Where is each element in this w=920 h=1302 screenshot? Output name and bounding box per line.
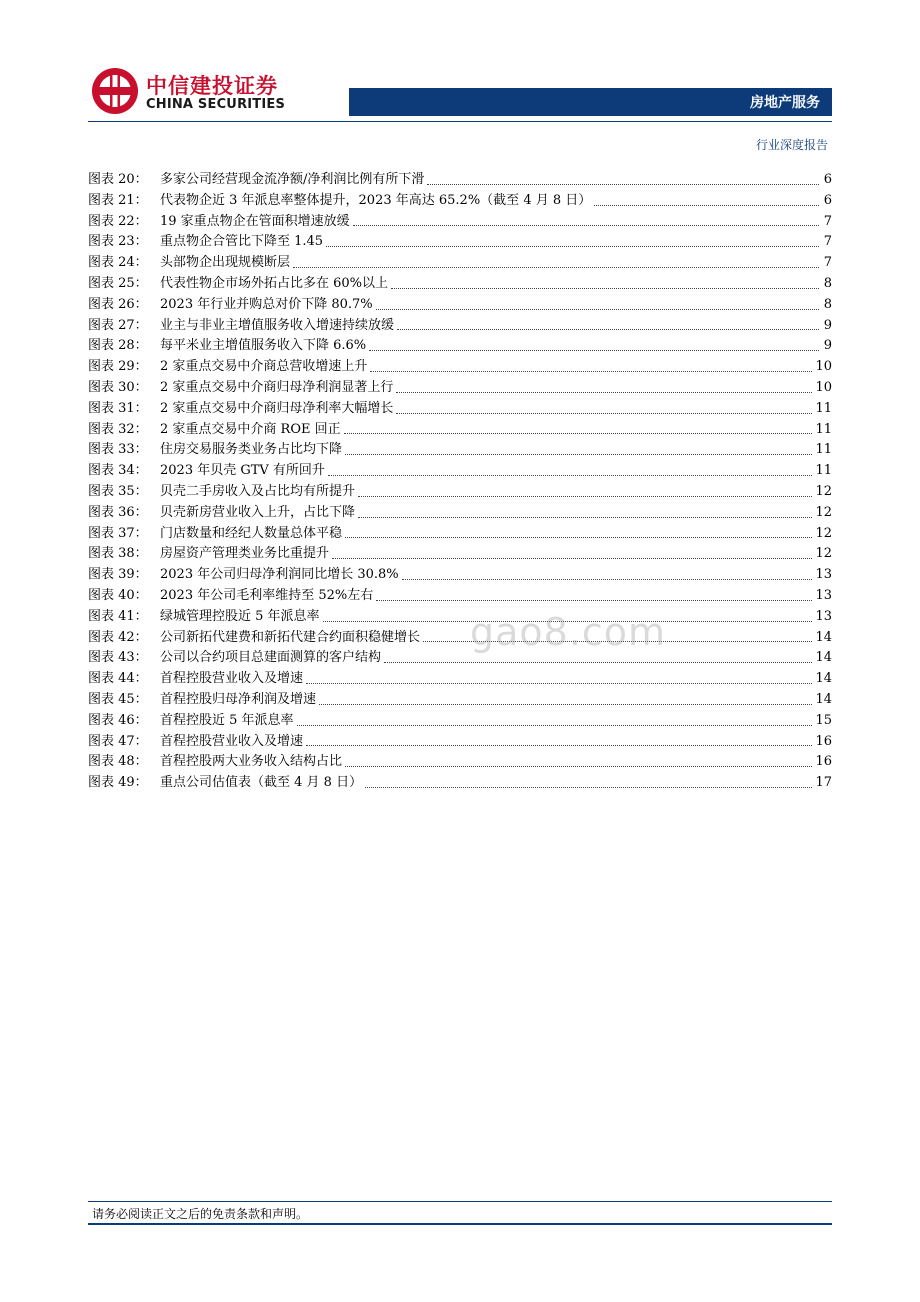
toc-entry[interactable] [88, 420, 832, 441]
toc-entry[interactable] [88, 503, 832, 524]
toc-entry-number: 图表 30： [88, 379, 148, 395]
toc-entry-number: 图表 27： [88, 317, 148, 333]
toc-entry[interactable] [88, 461, 832, 482]
toc-entry[interactable] [88, 607, 832, 628]
toc-entry-number: 图表 42： [88, 629, 148, 645]
toc-leader-dots [319, 704, 812, 705]
toc-entry[interactable] [88, 732, 832, 753]
toc-entry[interactable] [88, 711, 832, 732]
toc-entry-page: 12 [815, 504, 832, 520]
toc-entry-number: 图表 39： [88, 567, 148, 583]
toc-leader-dots [358, 496, 812, 497]
toc-leader-dots [353, 225, 819, 226]
toc-entry-title: 代表性物企市场外拓占比多在 60%以上 [160, 275, 389, 291]
toc-leader-dots [594, 205, 819, 206]
header-divider [88, 121, 832, 122]
toc-entry-title: 19 家重点物企在管面积增速放缓 [160, 213, 350, 229]
toc-leader-dots [328, 475, 813, 476]
toc-entry-page: 14 [815, 671, 832, 687]
toc-entry-number: 图表 32： [88, 421, 148, 437]
footer-disclaimer: 请务必阅读正文之后的免责条款和声明。 [92, 1207, 309, 1221]
toc-entry-title: 首程控股营业收入及增速 [160, 733, 304, 749]
toc-entry-title: 2 家重点交易中介商 ROE 回正 [160, 421, 341, 437]
toc-entry[interactable] [88, 253, 832, 274]
toc-entry[interactable] [88, 648, 832, 669]
toc-entry-title: 首程控股两大业务收入结构占比 [160, 754, 343, 770]
toc-entry[interactable] [88, 586, 832, 607]
toc-leader-dots [345, 454, 812, 455]
toc-entry-number: 图表 26： [88, 296, 148, 312]
toc-entry[interactable] [88, 316, 832, 337]
toc-entry-title: 2023 年公司归母净利润同比增长 30.8% [160, 567, 399, 583]
toc-entry-number: 图表 31： [88, 400, 148, 416]
sector-label: 房地产服务 [750, 95, 820, 111]
page-header [0, 0, 920, 160]
toc-leader-dots [297, 725, 813, 726]
toc-entry-number: 图表 25： [88, 275, 148, 291]
toc-entry[interactable] [88, 628, 832, 649]
toc-entry-title: 公司以合约项目总建面测算的客户结构 [160, 650, 382, 666]
toc-entry-number: 图表 29： [88, 359, 148, 375]
toc-entry[interactable] [88, 544, 832, 565]
toc-entry-title: 首程控股营业收入及增速 [160, 671, 304, 687]
toc-entry[interactable] [88, 690, 832, 711]
toc-entry-page: 10 [815, 359, 832, 375]
toc-entry[interactable] [88, 669, 832, 690]
toc-entry-title: 每平米业主增值服务收入下降 6.6% [160, 338, 367, 354]
toc-entry-title: 房屋资产管理类业务比重提升 [160, 546, 330, 562]
toc-entry-title: 贝壳二手房收入及占比均有所提升 [160, 483, 356, 499]
toc-entry[interactable] [88, 357, 832, 378]
toc-entry[interactable] [88, 524, 832, 545]
toc-entry-number: 图表 38： [88, 546, 148, 562]
toc-entry-page: 10 [815, 379, 832, 395]
toc-entry-number: 图表 33： [88, 442, 148, 458]
toc-entry-page: 14 [815, 629, 832, 645]
toc-entry-title: 绿城管理控股近 5 年派息率 [160, 608, 320, 624]
toc-entry-number: 图表 45： [88, 691, 148, 707]
toc-leader-dots [358, 517, 812, 518]
toc-entry-number: 图表 34： [88, 463, 148, 479]
toc-entry-number: 图表 21： [88, 192, 148, 208]
toc-entry[interactable] [88, 170, 832, 191]
sector-banner [349, 88, 832, 116]
toc-entry-title: 2023 年贝壳 GTV 有所回升 [160, 463, 325, 479]
toc-leader-dots [306, 745, 812, 746]
toc-entry-number: 图表 24： [88, 255, 148, 271]
toc-entry[interactable] [88, 378, 832, 399]
toc-leader-dots [326, 246, 819, 247]
toc-entry[interactable] [88, 440, 832, 461]
toc-entry[interactable] [88, 336, 832, 357]
toc-entry-page: 7 [823, 213, 832, 229]
toc-entry-title: 头部物企出现规模断层 [160, 255, 291, 271]
toc-entry-page: 11 [815, 442, 832, 458]
toc-entry-page: 9 [823, 317, 832, 333]
toc-entry-title: 代表物企近 3 年派息率整体提升，2023 年高达 65.2%（截至 4 月 8 日） [160, 192, 592, 208]
toc-entry-number: 图表 37： [88, 525, 148, 541]
toc-entry-number: 图表 47： [88, 733, 148, 749]
toc-entry[interactable] [88, 482, 832, 503]
figure-list [88, 170, 832, 794]
toc-entry[interactable] [88, 212, 832, 233]
toc-entry-number: 图表 48： [88, 754, 148, 770]
toc-entry-number: 图表 22： [88, 213, 148, 229]
china-securities-logo-icon [90, 66, 140, 116]
toc-entry-title: 2 家重点交易中介商总营收增速上升 [160, 359, 368, 375]
toc-entry-page: 9 [823, 338, 832, 354]
toc-entry-page: 13 [815, 567, 832, 583]
toc-entry-page: 6 [823, 172, 832, 187]
toc-entry-number: 图表 49： [88, 775, 148, 791]
toc-entry-page: 15 [815, 712, 832, 728]
toc-entry-page: 8 [823, 296, 832, 312]
toc-entry-page: 16 [815, 754, 832, 770]
footer-divider-bottom [88, 1223, 832, 1225]
toc-entry[interactable] [88, 274, 832, 295]
toc-entry-page: 13 [815, 608, 832, 624]
toc-entry-number: 图表 35： [88, 483, 148, 499]
toc-entry-title: 公司新拓代建费和新拓代建合约面积稳健增长 [160, 629, 421, 645]
toc-entry-number: 图表 28： [88, 338, 148, 354]
toc-entry-page: 7 [823, 255, 832, 271]
toc-entry-title: 门店数量和经纪人数量总体平稳 [160, 525, 343, 541]
toc-entry-page: 12 [815, 525, 832, 541]
toc-entry-title: 2023 年行业并购总对价下降 80.7% [160, 296, 373, 312]
toc-entry[interactable] [88, 295, 832, 316]
toc-entry-page: 8 [823, 275, 832, 291]
toc-entry-page: 11 [815, 463, 832, 479]
toc-entry-page: 14 [815, 691, 832, 707]
toc-entry-page: 7 [823, 234, 832, 250]
toc-leader-dots [332, 558, 812, 559]
toc-entry-page: 11 [815, 421, 832, 437]
toc-leader-dots [376, 309, 819, 310]
toc-entry-title: 首程控股近 5 年派息率 [160, 712, 294, 728]
toc-entry-title: 2 家重点交易中介商归母净利率大幅增长 [160, 400, 394, 416]
toc-entry-page: 12 [815, 483, 832, 499]
toc-leader-dots [384, 662, 812, 663]
toc-leader-dots [427, 184, 819, 185]
toc-entry[interactable] [88, 399, 832, 420]
toc-leader-dots [402, 579, 813, 580]
toc-entry-page: 13 [815, 587, 832, 603]
toc-entry-number: 图表 23： [88, 234, 148, 250]
toc-leader-dots [376, 600, 812, 601]
brand-name-en: CHINA SECURITIES [146, 97, 286, 112]
toc-entry-page: 14 [815, 650, 832, 666]
toc-entry-number: 图表 40： [88, 587, 148, 603]
toc-entry-number: 图表 36： [88, 504, 148, 520]
toc-leader-dots [370, 371, 812, 372]
toc-entry-title: 重点公司估值表（截至 4 月 8 日） [160, 775, 363, 791]
toc-entry[interactable] [88, 232, 832, 253]
toc-entry-page: 12 [815, 546, 832, 562]
watermark: gao8.com [470, 610, 667, 654]
toc-leader-dots [345, 766, 812, 767]
brand-name-cn: 中信建投证券 [146, 74, 278, 98]
footer-divider-top [88, 1201, 832, 1202]
toc-leader-dots [306, 683, 812, 684]
toc-entry-title: 住房交易服务类业务占比均下降 [160, 442, 343, 458]
toc-leader-dots [293, 267, 819, 268]
toc-leader-dots [369, 350, 819, 351]
toc-entry-title: 贝壳新房营业收入上升，占比下降 [160, 504, 356, 520]
toc-entry[interactable] [88, 752, 832, 773]
toc-entry[interactable] [88, 191, 832, 212]
toc-entry-title: 2023 年公司毛利率维持至 52%左右 [160, 587, 374, 603]
toc-entry-page: 17 [815, 775, 832, 791]
toc-entry[interactable] [88, 565, 832, 586]
toc-entry-page: 11 [815, 400, 832, 416]
toc-entry[interactable] [88, 773, 832, 794]
toc-entry-number: 图表 20： [88, 172, 148, 187]
toc-leader-dots [396, 392, 812, 393]
toc-leader-dots [345, 537, 812, 538]
toc-entry-number: 图表 43： [88, 650, 148, 666]
toc-entry-title: 业主与非业主增值服务收入增速持续放缓 [160, 317, 395, 333]
toc-leader-dots [396, 413, 812, 414]
toc-entry-number: 图表 44： [88, 671, 148, 687]
toc-entry-page: 6 [823, 192, 832, 208]
toc-entry-title: 多家公司经营现金流净额/净利润比例有所下滑 [160, 172, 425, 187]
toc-entry-title: 重点物企合管比下降至 1.45 [160, 234, 324, 250]
report-type-label: 行业深度报告 [755, 138, 828, 152]
toc-entry-number: 图表 41： [88, 608, 148, 624]
toc-entry-page: 16 [815, 733, 832, 749]
toc-leader-dots [397, 329, 819, 330]
toc-entry-title: 2 家重点交易中介商归母净利润显著上行 [160, 379, 394, 395]
toc-leader-dots [365, 787, 812, 788]
toc-leader-dots [344, 433, 813, 434]
toc-entry-number: 图表 46： [88, 712, 148, 728]
toc-leader-dots [391, 288, 819, 289]
toc-entry-title: 首程控股归母净利润及增速 [160, 691, 317, 707]
